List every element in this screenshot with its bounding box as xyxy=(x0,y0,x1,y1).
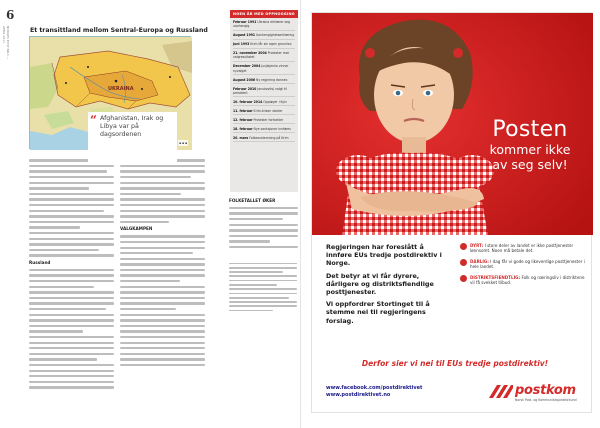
timeline-item: Juni 1993 Krim får sin egen grunnlov xyxy=(233,42,295,49)
headline-main: Posten xyxy=(492,117,568,142)
headline-line2: kommer ikke xyxy=(489,142,571,157)
pull-quote: “ Afghanistan, Irak og Libya var på dagsordenen xyxy=(88,112,177,162)
call-to-action: Derfor sier vi nei til EUs tredje postdirektiv! xyxy=(361,359,549,368)
timeline-item: Februar 1991 Ukraina erklærer seg uavhengig xyxy=(233,20,295,31)
facebook-link[interactable]: www.facebook.com/postdirektivet xyxy=(326,385,423,391)
map-legend: ▪ ▪ ▪ xyxy=(178,141,187,145)
timeline-item: December 2004 Jusjtsjenko vinner nyvalget xyxy=(233,64,295,75)
ad-photo xyxy=(312,13,593,235)
body-text xyxy=(29,159,114,256)
postkom-logo xyxy=(489,383,581,405)
column-subheading: Russland xyxy=(29,259,51,265)
timeline-item: 11. februar Krim-krisen starter xyxy=(233,109,295,116)
timeline-item: August 2006 Ny regjering dannes xyxy=(233,78,295,85)
timeline-item: Februar 2010 Janukovitsj valgt til president xyxy=(233,87,295,98)
column-subheading: VALGKAMPEN xyxy=(120,226,153,232)
article-column-3-text xyxy=(229,196,298,256)
timeline-item: 10. februar 2014 Opptøyer i Kyiv xyxy=(233,100,295,107)
bullet-icon xyxy=(460,243,467,250)
ad-headline xyxy=(475,118,585,172)
timeline-item: 20. mars Folkeavstemning på Krim xyxy=(233,136,295,143)
point-item: DISTRIKTSFIENDTLIG: Folk og næringsliv i distriktene vil få svekket tilbud. xyxy=(460,275,586,286)
ad-points xyxy=(460,243,586,290)
timeline-header: NOEN ÅR MED OPPHOGGING xyxy=(230,10,298,18)
logo-tagline: Norsk Post- og Kommunikasjonsforbund xyxy=(515,398,577,402)
running-header: NORGES POST NR.4 — APRIL 2011 xyxy=(2,26,10,60)
logo-wordmark: postkom xyxy=(515,383,576,398)
article-column-3 xyxy=(211,156,228,420)
bullet-icon xyxy=(460,259,467,266)
footnotes xyxy=(229,260,297,314)
postkom-mark-icon xyxy=(489,385,513,398)
headline-line3: av seg selv! xyxy=(492,157,568,172)
bullet-icon xyxy=(460,275,467,282)
map-country-label: UKRAINA xyxy=(108,86,134,92)
lead-paragraph-1: Regjeringen har foreslått å innføre EUs tredje postdirektiv i Norge. xyxy=(326,243,442,268)
column-subheading: FOLKETALLET ØKER xyxy=(229,198,276,203)
timeline-item: August 1991 Uavhengighetserklæring xyxy=(233,33,295,40)
article-column-1 xyxy=(29,156,114,420)
page-number: 6 xyxy=(6,8,15,22)
article-column-2 xyxy=(120,156,205,420)
quote-mark-icon: “ xyxy=(90,113,97,127)
advertisement xyxy=(311,12,592,413)
lead-paragraph-2: Det betyr at vi får dyrere, dårligere og distriktsfiendlige posttjenester. xyxy=(326,271,434,297)
ad-lead-text xyxy=(326,243,450,325)
lead-paragraph-3: Vi oppfordrer Stortinget til å stemme nei til regjeringens forslag. xyxy=(326,300,430,325)
map-title: Et transittland mellom Sentral-Europa og Russland xyxy=(30,27,208,34)
timeline-item: 21. november 2004 Protester mot valgresultatet xyxy=(233,51,295,62)
timeline-item: 18. februar Nye sanksjoner innføres xyxy=(233,127,295,134)
website-link[interactable]: www.postdirektivet.no xyxy=(326,392,391,398)
point-item: DYRT: I store deler av landet er ikke posttjenester lønnsomt. Noen må betale det. xyxy=(460,243,586,254)
point-item: DÅRLIG: I dag får vi gode og likeverdige posttjenester i hele landet. xyxy=(460,259,586,270)
timeline-list xyxy=(230,18,298,147)
right-page xyxy=(300,0,600,428)
ad-links xyxy=(326,385,476,399)
timeline-item: 12. februar Protester fortsetter xyxy=(233,118,295,125)
